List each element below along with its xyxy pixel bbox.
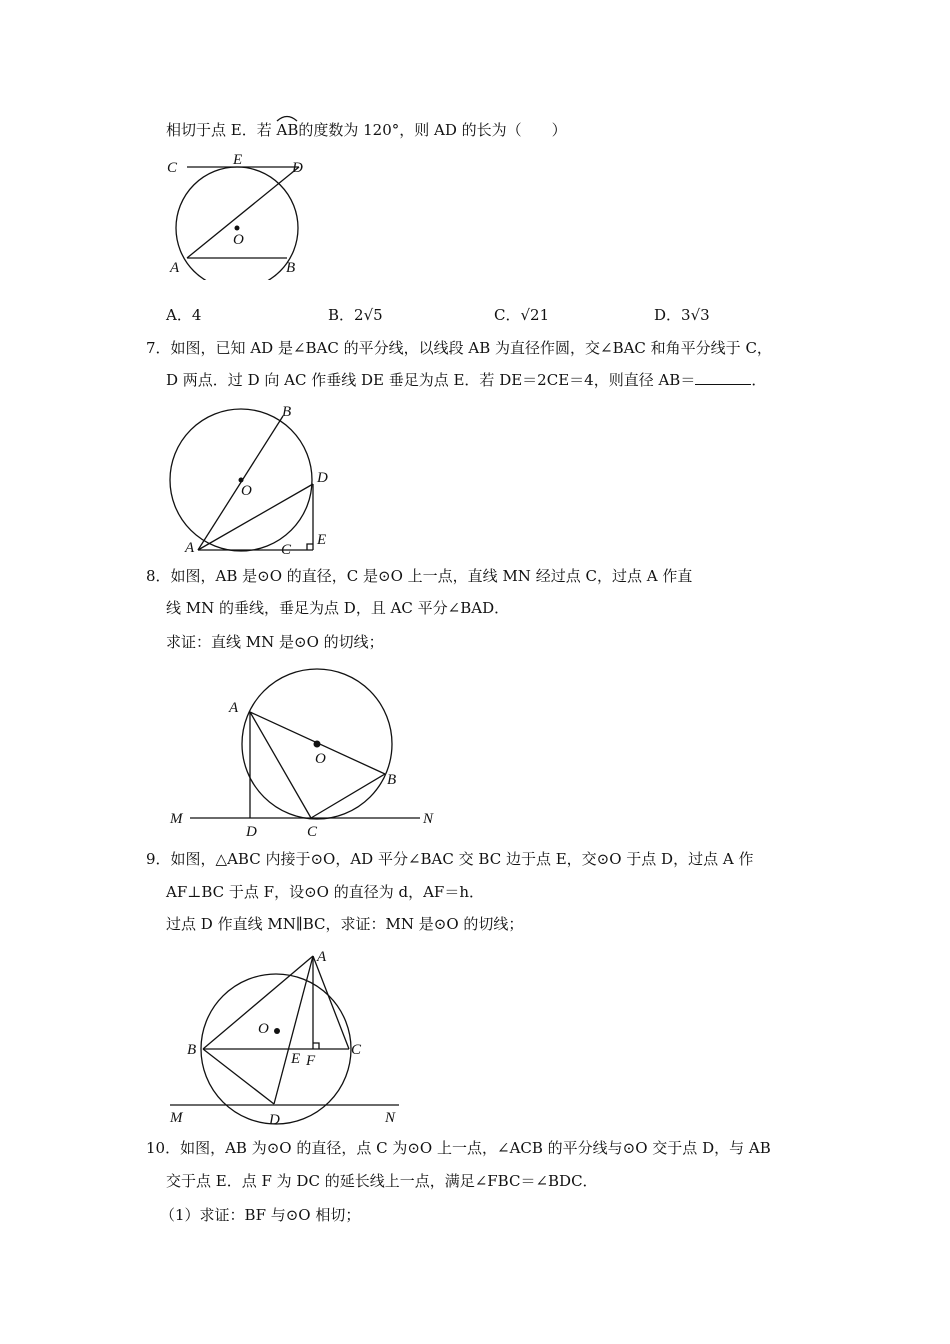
q7-label-o: O [241, 483, 252, 499]
q6-label-d: D [292, 160, 303, 176]
q8-figure [165, 662, 445, 837]
q9-line-1: 9．如图，△ABC 内接于⊙O，AD 平分∠BAC 交 BC 边于点 E，交⊙O 于点 D，过点 A 作 [146, 850, 754, 868]
q6-option-d[interactable]: D．3√3 [654, 306, 710, 324]
q9-label-m: M [170, 1110, 183, 1126]
q9-label-f: F [306, 1053, 316, 1069]
q8-line-3: 求证：直线 MN 是⊙O 的切线； [166, 633, 384, 651]
q9-label-d: D [269, 1112, 280, 1128]
arc-ab-label: AB [277, 120, 299, 140]
q8-label-d: D [246, 824, 257, 837]
q9-line-3: 过点 D 作直线 MN∥BC，求证：MN 是⊙O 的切线； [166, 915, 524, 933]
q6-stem-part-b: 的度数为 120°，则 AD 的长为（ ） [298, 121, 567, 139]
q9-line-2: AF⊥BC 于点 F，设⊙O 的直径为 d，AF＝h． [166, 883, 484, 901]
q6-option-c[interactable]: C．√21 [494, 306, 550, 324]
q9-label-b: B [187, 1042, 197, 1058]
q9-figure [165, 945, 415, 1130]
arc-mark-icon [276, 114, 298, 122]
q6-label-o: O [233, 232, 244, 248]
q6-stem [166, 120, 567, 140]
q8-number: 8． [146, 567, 171, 585]
q6-stem-part-a: 相切于点 E．若 [166, 121, 277, 139]
q7-label-a: A [185, 540, 195, 556]
q9-label-a: A [317, 949, 327, 965]
q9-number: 9． [146, 850, 171, 868]
q6-label-b: B [286, 260, 296, 276]
q8-label-o: O [315, 751, 326, 767]
q7-label-b: B [282, 404, 292, 420]
q7-line-2: D 两点．过 D 向 AC 作垂线 DE 垂足为点 E．若 DE＝2CE＝4，则直径 AB＝ ． [166, 371, 767, 389]
q8-line-1: 8．如图，AB 是⊙O 的直径，C 是⊙O 上一点，直线 MN 经过点 C，过点 A 作直 [146, 567, 693, 585]
q8-label-n: N [423, 811, 434, 827]
q7-number: 7． [146, 339, 171, 357]
q10-line-1: 10．如图，AB 为⊙O 的直径，点 C 为⊙O 上一点，∠ACB 的平分线与⊙O 交于点 D，与 AB [146, 1139, 771, 1157]
q9-label-e: E [291, 1051, 301, 1067]
q8-label-c: C [307, 824, 318, 837]
q8-line-2: 线 MN 的垂线，垂足为点 D，且 AC 平分∠BAD． [166, 599, 510, 617]
q6-label-e: E [233, 152, 243, 168]
q9-label-n: N [385, 1110, 396, 1126]
q7-line-1: 7．如图，已知 AD 是∠BAC 的平分线，以线段 AB 为直径作圆，交∠BAC 和角平分线于 C， [146, 339, 772, 357]
q10-number: 10． [146, 1139, 181, 1157]
q6-option-a[interactable]: A．4 [166, 306, 202, 324]
q8-label-m: M [170, 811, 183, 827]
q7-answer-blank[interactable] [695, 370, 751, 385]
q10-line-3: （1）求证：BF 与⊙O 相切； [160, 1206, 361, 1224]
q9-label-o: O [258, 1021, 269, 1037]
q6-label-c: C [167, 160, 178, 176]
q7-figure [165, 400, 345, 560]
q8-label-b: B [387, 772, 397, 788]
q10-line-2: 交于点 E．点 F 为 DC 的延长线上一点，满足∠FBC＝∠BDC． [166, 1172, 598, 1190]
q8-label-a: A [229, 700, 239, 716]
q7-label-d: D [317, 470, 328, 486]
q7-label-c: C [281, 542, 292, 558]
q6-label-a: A [170, 260, 180, 276]
q6-option-b[interactable]: B．2√5 [328, 306, 383, 324]
q9-label-c: C [351, 1042, 362, 1058]
q6-figure [165, 150, 325, 280]
q7-label-e: E [317, 532, 327, 548]
